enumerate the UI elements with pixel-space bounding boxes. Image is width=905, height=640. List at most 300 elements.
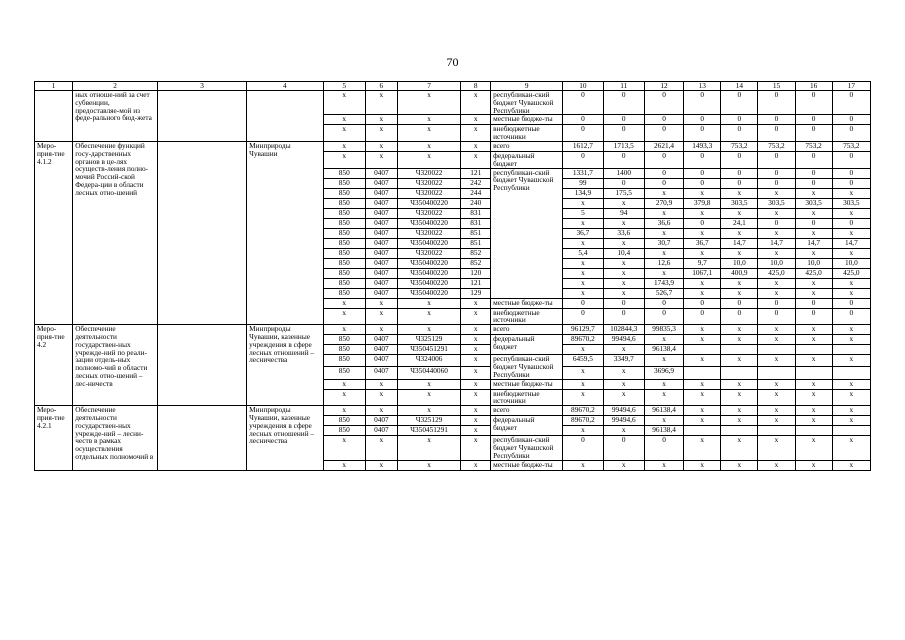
value-cell: x [684, 406, 721, 416]
funding-source: федеральный бюджет [491, 335, 563, 355]
code-cell: x [461, 325, 491, 335]
code-cell: 850 [323, 238, 365, 248]
value-cell: 102844,3 [603, 325, 644, 335]
value-cell: 0 [644, 91, 683, 115]
value-cell: x [644, 228, 683, 238]
code-cell: x [461, 125, 491, 142]
code-cell: x [365, 460, 397, 470]
value-cell: 89670,2 [563, 416, 603, 426]
value-cell: x [684, 389, 721, 406]
value-cell: 0 [603, 308, 644, 325]
value-cell: 0 [758, 308, 795, 325]
value-cell: 0 [603, 298, 644, 308]
measure-id: Меро-прия-тие 4.2.1 [35, 406, 73, 470]
funding-source: республикан-ский бюджет Чувашской Республики [491, 168, 563, 298]
code-cell: x [397, 308, 461, 325]
budget-table [34, 81, 871, 471]
code-cell: x [397, 379, 461, 389]
value-cell: x [795, 379, 832, 389]
column-number: 17 [832, 82, 870, 91]
code-cell: 0407 [365, 208, 397, 218]
value-cell: x [721, 248, 758, 258]
code-cell: x [461, 460, 491, 470]
value-cell: 99 [563, 178, 603, 188]
measure-name: ных отноше-ний за счет субвенции, предоставляе-мой из феде-рального бюд-жета [73, 91, 158, 142]
value-cell: 89670,2 [563, 406, 603, 416]
value-cell: x [721, 228, 758, 238]
value-cell: x [684, 288, 721, 298]
value-cell: 0 [603, 178, 644, 188]
value-cell: 0 [603, 125, 644, 142]
code-cell: x [461, 406, 491, 416]
value-cell: x [603, 258, 644, 268]
code-cell: 852 [461, 248, 491, 258]
value-cell: 0 [758, 178, 795, 188]
value-cell: 0 [603, 151, 644, 168]
value-cell: 526,7 [644, 288, 683, 298]
code-cell: 0407 [365, 355, 397, 367]
funding-source: республикан-ский бюджет Чувашской Республики [491, 436, 563, 460]
code-cell: x [461, 141, 491, 151]
code-cell: 850 [323, 367, 365, 379]
code-cell: x [323, 115, 365, 125]
value-cell: 94 [603, 208, 644, 218]
value-cell: 400,9 [721, 268, 758, 278]
value-cell: 0 [644, 115, 683, 125]
code-cell: Ч350400220 [397, 258, 461, 268]
value-cell: 99494,6 [603, 335, 644, 345]
value-cell: 0 [644, 151, 683, 168]
code-cell: x [323, 389, 365, 406]
value-cell: 1713,5 [603, 141, 644, 151]
value-cell: x [684, 188, 721, 198]
value-cell: 5,4 [563, 248, 603, 258]
code-cell: x [323, 91, 365, 115]
value-cell: x [644, 379, 683, 389]
funding-source: всего [491, 406, 563, 416]
code-cell: x [323, 325, 365, 335]
value-cell: 0 [684, 308, 721, 325]
code-cell: Ч350440060 [397, 367, 461, 379]
code-cell: x [323, 125, 365, 142]
value-cell: x [684, 379, 721, 389]
value-cell: x [832, 355, 870, 367]
value-cell: 0 [684, 168, 721, 178]
value-cell: x [758, 278, 795, 288]
value-cell: x [795, 416, 832, 426]
value-cell: 3696,9 [644, 367, 683, 379]
value-cell: x [832, 288, 870, 298]
code-cell: Ч325129 [397, 335, 461, 345]
value-cell [758, 367, 795, 379]
value-cell: 0 [563, 298, 603, 308]
value-cell [721, 345, 758, 355]
value-cell: 10,0 [795, 258, 832, 268]
code-cell: 0407 [365, 288, 397, 298]
value-cell: 425,0 [758, 268, 795, 278]
column-number: 8 [461, 82, 491, 91]
code-cell: x [461, 436, 491, 460]
column-number: 11 [603, 82, 644, 91]
column-number: 16 [795, 82, 832, 91]
code-cell: Ч350451291 [397, 345, 461, 355]
code-cell: 850 [323, 268, 365, 278]
value-cell: x [758, 335, 795, 345]
value-cell: 425,0 [795, 268, 832, 278]
value-cell: 1612,7 [563, 141, 603, 151]
code-cell: 0407 [365, 278, 397, 288]
code-cell: 0407 [365, 335, 397, 345]
value-cell: x [603, 345, 644, 355]
value-cell: 0 [563, 115, 603, 125]
value-cell: x [721, 379, 758, 389]
code-cell: 0407 [365, 168, 397, 178]
value-cell: x [832, 416, 870, 426]
code-cell: x [323, 151, 365, 168]
value-cell [795, 426, 832, 436]
value-cell [832, 426, 870, 436]
value-cell: 10,0 [721, 258, 758, 268]
code-cell: x [365, 115, 397, 125]
code-cell: x [323, 379, 365, 389]
column-number: 13 [684, 82, 721, 91]
funding-source: всего [491, 141, 563, 151]
value-cell: x [758, 460, 795, 470]
program-cell [158, 406, 247, 470]
code-cell: x [397, 389, 461, 406]
value-cell: 0 [758, 115, 795, 125]
program-cell [158, 141, 247, 324]
code-cell: 0407 [365, 218, 397, 228]
value-cell [758, 345, 795, 355]
code-cell: Ч350400220 [397, 288, 461, 298]
value-cell [684, 345, 721, 355]
value-cell: x [603, 389, 644, 406]
code-cell: x [461, 151, 491, 168]
code-cell: 0407 [365, 188, 397, 198]
code-cell: x [397, 141, 461, 151]
value-cell: x [563, 426, 603, 436]
column-number-row [35, 82, 871, 91]
column-number: 5 [323, 82, 365, 91]
value-cell: 14,7 [795, 238, 832, 248]
value-cell: 89670,2 [563, 335, 603, 345]
value-cell: x [721, 416, 758, 426]
value-cell: 36,6 [644, 218, 683, 228]
value-cell: x [721, 355, 758, 367]
value-cell: 0 [563, 436, 603, 460]
value-cell: 0 [721, 298, 758, 308]
code-cell: x [323, 308, 365, 325]
value-cell: x [563, 258, 603, 268]
value-cell: x [684, 278, 721, 288]
code-cell: 850 [323, 248, 365, 258]
value-cell: 0 [832, 218, 870, 228]
code-cell: x [461, 416, 491, 426]
value-cell [684, 367, 721, 379]
value-cell: 10,0 [758, 258, 795, 268]
column-number: 7 [397, 82, 461, 91]
value-cell: 0 [721, 151, 758, 168]
value-cell: 0 [795, 168, 832, 178]
value-cell: 0 [832, 308, 870, 325]
code-cell: 0407 [365, 228, 397, 238]
code-cell: x [365, 151, 397, 168]
value-cell: 0 [644, 125, 683, 142]
code-cell: 851 [461, 238, 491, 248]
value-cell: 99835,3 [644, 325, 683, 335]
code-cell: Ч325129 [397, 416, 461, 426]
value-cell: x [758, 406, 795, 416]
value-cell: 0 [832, 151, 870, 168]
column-number: 2 [73, 82, 158, 91]
code-cell: 850 [323, 218, 365, 228]
value-cell: x [721, 389, 758, 406]
value-cell: 96138,4 [644, 345, 683, 355]
code-cell: 831 [461, 218, 491, 228]
funding-source: федеральный бюджет [491, 151, 563, 168]
value-cell [721, 426, 758, 436]
measure-id: Меро-прия-тие 4.2 [35, 325, 73, 406]
measure-id: Меро-прия-тие 4.1.2 [35, 141, 73, 324]
value-cell: 175,5 [603, 188, 644, 198]
value-cell: x [563, 389, 603, 406]
value-cell: x [684, 416, 721, 426]
value-cell: 36,7 [563, 228, 603, 238]
value-cell: x [721, 188, 758, 198]
value-cell: 0 [795, 115, 832, 125]
code-cell: 850 [323, 335, 365, 345]
value-cell: 0 [832, 298, 870, 308]
value-cell: x [758, 228, 795, 238]
code-cell: x [365, 308, 397, 325]
value-cell: x [832, 248, 870, 258]
value-cell: x [684, 355, 721, 367]
value-cell: x [795, 436, 832, 460]
value-cell: x [758, 208, 795, 218]
value-cell: x [684, 436, 721, 460]
value-cell: 30,7 [644, 238, 683, 248]
value-cell: 0 [603, 436, 644, 460]
value-cell: 0 [795, 151, 832, 168]
value-cell: 1067,1 [684, 268, 721, 278]
value-cell: 0 [721, 168, 758, 178]
value-cell: x [832, 278, 870, 288]
executor-cell: Минприроды Чувашии [247, 141, 323, 324]
code-cell: 850 [323, 355, 365, 367]
funding-source: республикан-ский бюджет Чувашской Республики [491, 355, 563, 379]
value-cell: 14,7 [721, 238, 758, 248]
value-cell: x [684, 325, 721, 335]
code-cell: x [323, 298, 365, 308]
code-cell: x [365, 436, 397, 460]
page-number: 70 [446, 55, 459, 69]
code-cell: x [461, 345, 491, 355]
value-cell: x [721, 436, 758, 460]
column-number: 9 [491, 82, 563, 91]
value-cell: x [758, 248, 795, 258]
value-cell: x [603, 218, 644, 228]
code-cell: Ч350400220 [397, 278, 461, 288]
value-cell: x [721, 288, 758, 298]
code-cell: 240 [461, 198, 491, 208]
funding-source: внебюджетные источники [491, 308, 563, 325]
value-cell: x [832, 436, 870, 460]
value-cell: x [603, 426, 644, 436]
column-number: 14 [721, 82, 758, 91]
value-cell: x [758, 325, 795, 335]
value-cell: 12,6 [644, 258, 683, 268]
code-cell: 244 [461, 188, 491, 198]
value-cell: x [603, 288, 644, 298]
code-cell: x [461, 379, 491, 389]
code-cell: Ч350451291 [397, 426, 461, 436]
value-cell: x [563, 460, 603, 470]
value-cell: x [644, 188, 683, 198]
code-cell: x [323, 436, 365, 460]
code-cell: Ч320022 [397, 168, 461, 178]
value-cell: 0 [721, 91, 758, 115]
value-cell: x [644, 460, 683, 470]
code-cell: 0407 [365, 367, 397, 379]
value-cell: 0 [684, 91, 721, 115]
value-cell: 36,7 [684, 238, 721, 248]
value-cell: x [758, 436, 795, 460]
value-cell: 0 [684, 218, 721, 228]
value-cell: x [603, 367, 644, 379]
value-cell: 0 [684, 298, 721, 308]
measure-name: Обеспечение деятельности государствен-ных учрежде-ний по реали-зации отдель-ных полномо-чий в области лесных отно-шений – лес-ничеств [73, 325, 158, 406]
code-cell: x [461, 298, 491, 308]
value-cell: x [832, 228, 870, 238]
value-cell: x [721, 335, 758, 345]
measure-name: Обеспечение деятельности государствен-ных учрежде-ний – лесни-честв в рамках осуществления отдельных полномочий в [73, 406, 158, 470]
value-cell: x [563, 379, 603, 389]
code-cell: Ч320022 [397, 178, 461, 188]
value-cell: 0 [832, 115, 870, 125]
value-cell: 14,7 [832, 238, 870, 248]
value-cell: x [795, 248, 832, 258]
value-cell: 0 [832, 91, 870, 115]
value-cell: 303,5 [721, 198, 758, 208]
value-cell: 0 [795, 298, 832, 308]
value-cell: 1400 [603, 168, 644, 178]
column-number: 15 [758, 82, 795, 91]
code-cell: Ч350400220 [397, 198, 461, 208]
code-cell: x [323, 460, 365, 470]
code-cell: x [461, 426, 491, 436]
value-cell: 270,9 [644, 198, 683, 208]
table-row [35, 406, 871, 416]
code-cell: x [397, 125, 461, 142]
value-cell: x [795, 278, 832, 288]
code-cell: x [323, 406, 365, 416]
value-cell: x [758, 188, 795, 198]
value-cell: 0 [603, 115, 644, 125]
value-cell: 425,0 [832, 268, 870, 278]
funding-source: местные бюдже-ты [491, 115, 563, 125]
code-cell: 850 [323, 198, 365, 208]
code-cell: x [461, 115, 491, 125]
code-cell: x [461, 355, 491, 367]
code-cell: 850 [323, 178, 365, 188]
value-cell: x [832, 460, 870, 470]
value-cell: x [644, 208, 683, 218]
value-cell: x [563, 288, 603, 298]
code-cell: Ч350400220 [397, 218, 461, 228]
value-cell: x [603, 268, 644, 278]
value-cell: 0 [721, 308, 758, 325]
value-cell: 3349,7 [603, 355, 644, 367]
value-cell: x [603, 278, 644, 288]
value-cell: x [721, 208, 758, 218]
code-cell: x [365, 141, 397, 151]
value-cell: 99494,6 [603, 416, 644, 426]
code-cell: x [461, 389, 491, 406]
value-cell [721, 367, 758, 379]
value-cell [795, 345, 832, 355]
value-cell: 134,9 [563, 188, 603, 198]
code-cell: x [397, 298, 461, 308]
value-cell: x [832, 188, 870, 198]
value-cell: x [832, 379, 870, 389]
value-cell: 0 [758, 91, 795, 115]
value-cell: 753,2 [795, 141, 832, 151]
value-cell: 303,5 [758, 198, 795, 208]
value-cell: x [795, 188, 832, 198]
code-cell: 0407 [365, 258, 397, 268]
value-cell: x [832, 208, 870, 218]
column-number: 3 [158, 82, 247, 91]
code-cell: 850 [323, 208, 365, 218]
code-cell: 850 [323, 278, 365, 288]
code-cell: x [397, 115, 461, 125]
value-cell: 0 [721, 115, 758, 125]
code-cell: 0407 [365, 268, 397, 278]
code-cell: 850 [323, 345, 365, 355]
code-cell: x [461, 367, 491, 379]
code-cell: 852 [461, 258, 491, 268]
code-cell: 850 [323, 258, 365, 268]
code-cell: Ч320022 [397, 188, 461, 198]
value-cell: 14,7 [758, 238, 795, 248]
value-cell: 96138,4 [644, 406, 683, 416]
value-cell: x [795, 335, 832, 345]
value-cell: 0 [758, 125, 795, 142]
code-cell: x [397, 91, 461, 115]
value-cell: 0 [758, 218, 795, 228]
code-cell: x [461, 91, 491, 115]
table-row [35, 141, 871, 151]
code-cell: 850 [323, 228, 365, 238]
value-cell: 0 [644, 298, 683, 308]
value-cell [758, 426, 795, 436]
funding-source: местные бюдже-ты [491, 298, 563, 308]
value-cell: 0 [684, 125, 721, 142]
code-cell: x [365, 325, 397, 335]
code-cell: 850 [323, 416, 365, 426]
value-cell: 0 [721, 178, 758, 188]
funding-source: федеральный бюджет [491, 416, 563, 436]
code-cell: 0407 [365, 178, 397, 188]
value-cell: x [758, 288, 795, 298]
value-cell: 10,4 [603, 248, 644, 258]
code-cell: x [397, 406, 461, 416]
code-cell: 0407 [365, 426, 397, 436]
value-cell: x [644, 248, 683, 258]
value-cell: x [563, 345, 603, 355]
code-cell: x [365, 91, 397, 115]
